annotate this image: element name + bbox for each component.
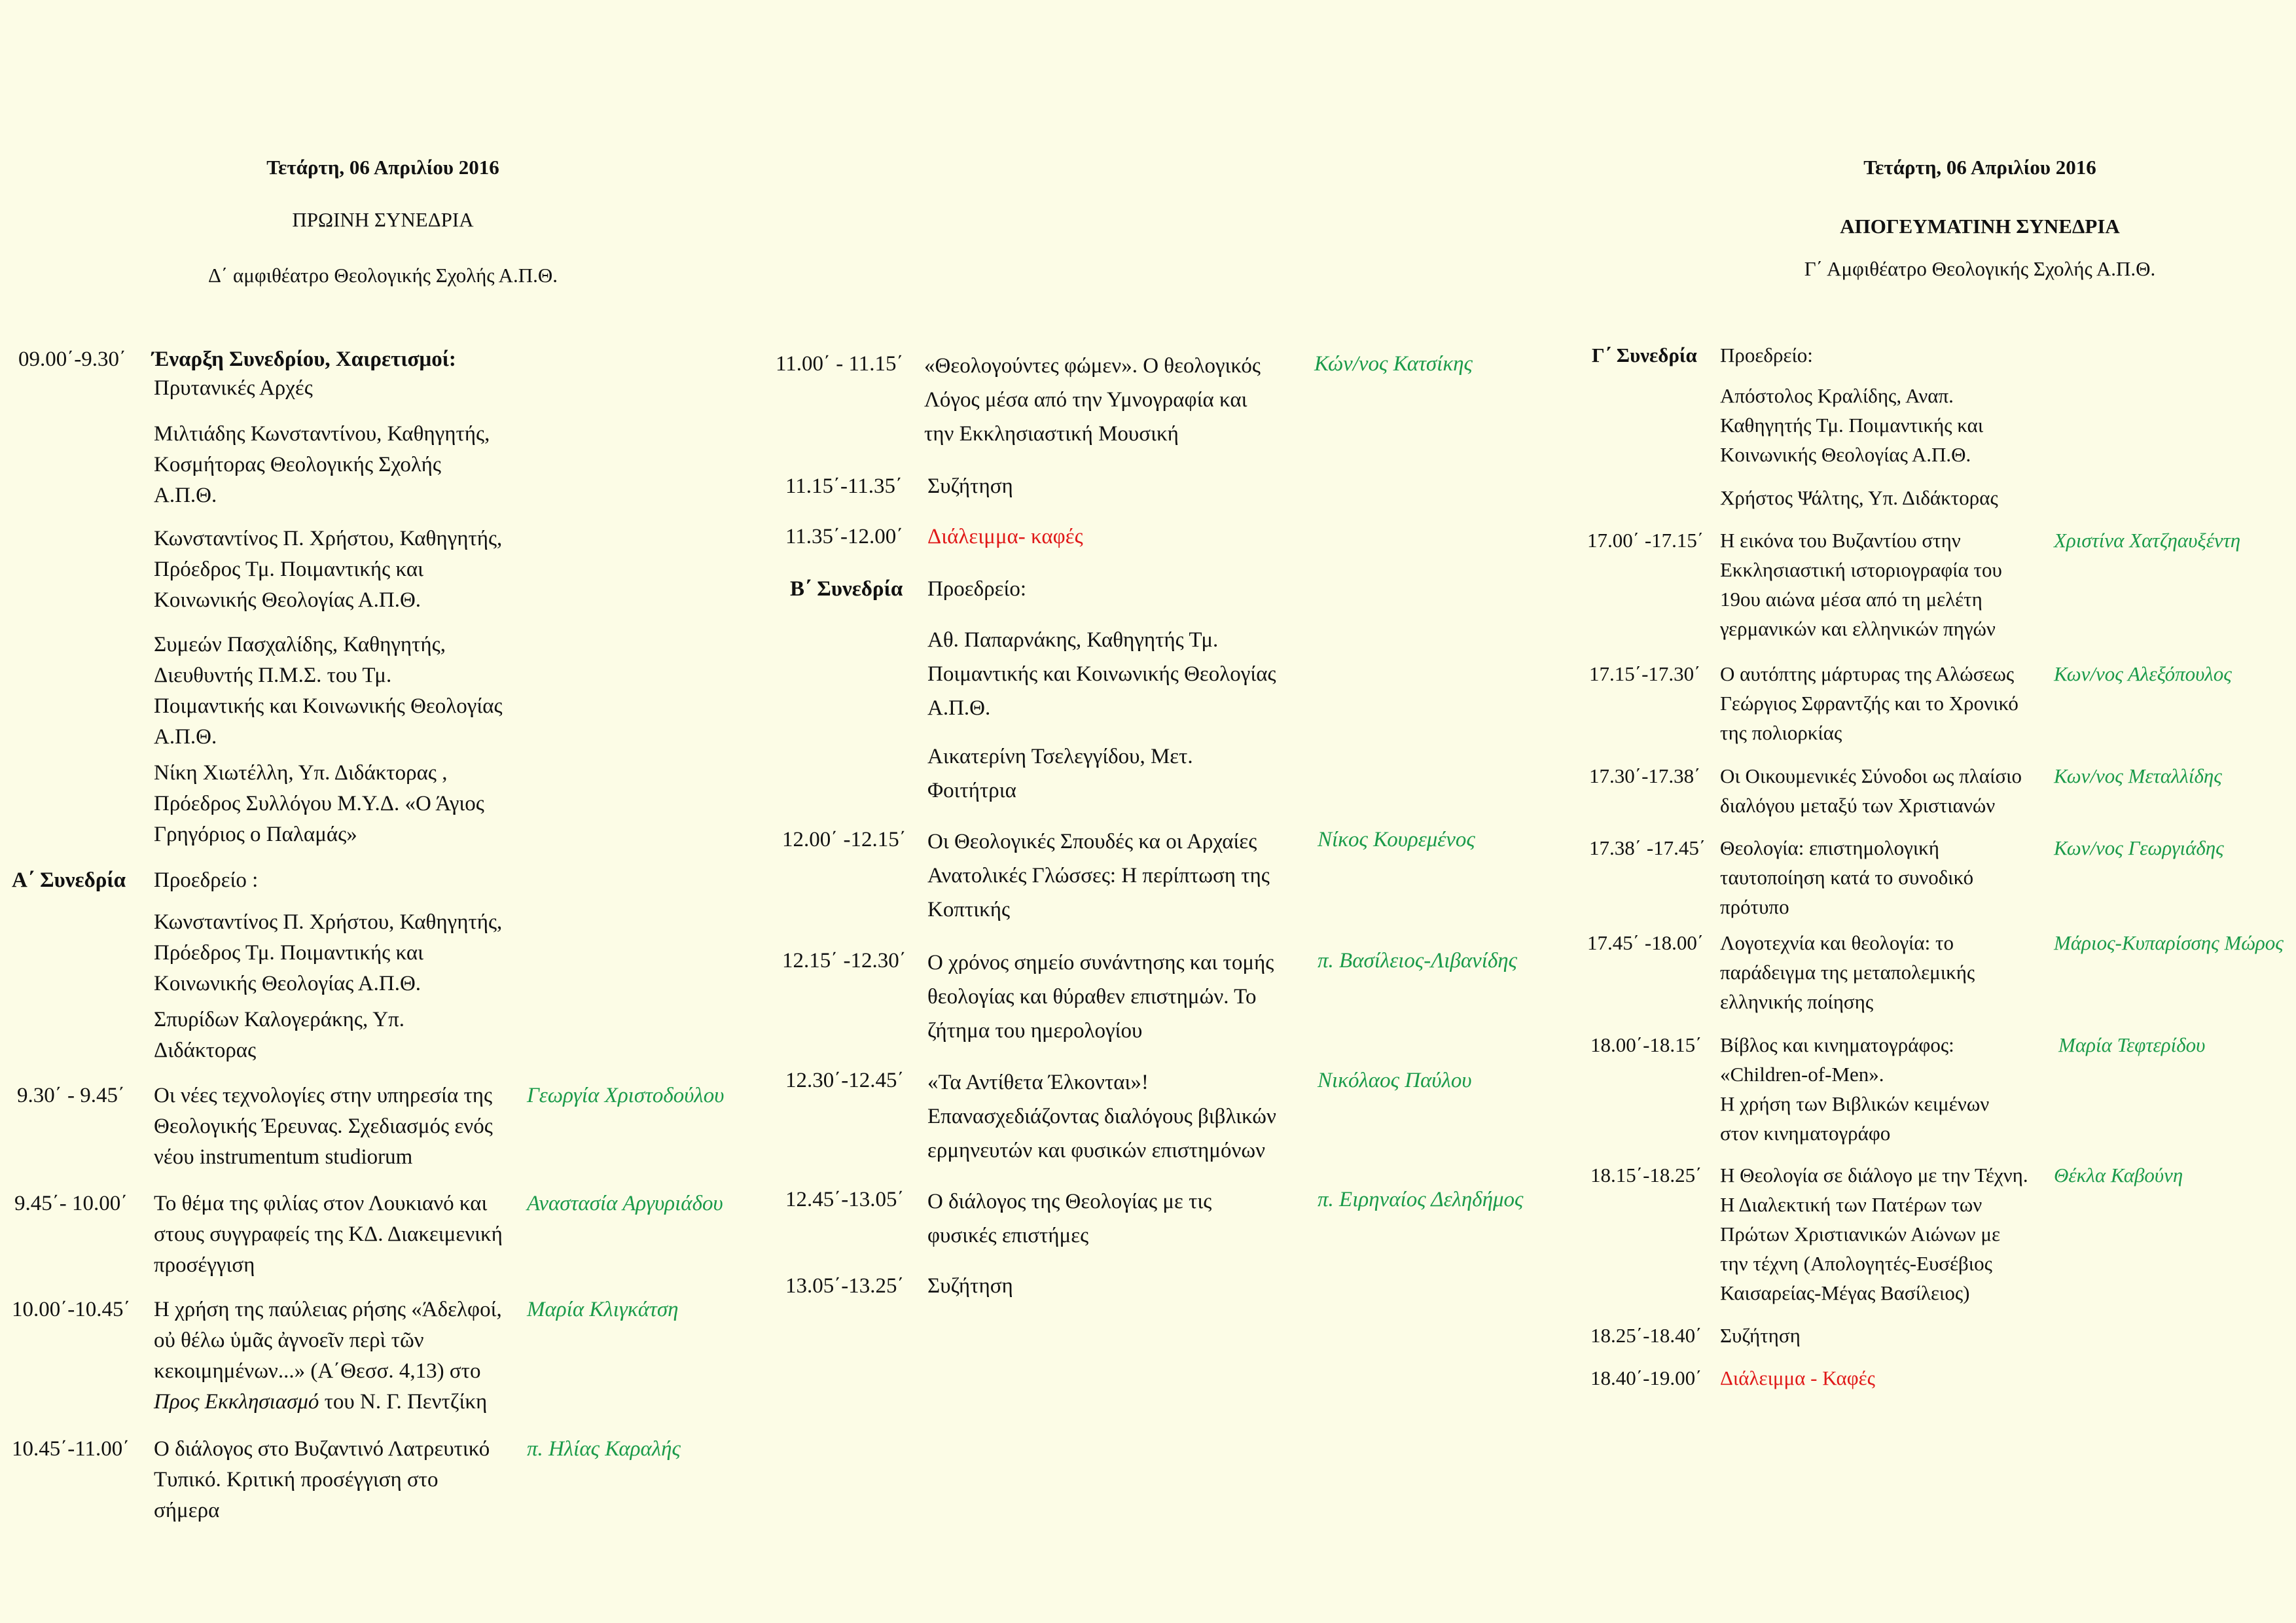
talk-time: 9.30΄ - 9.45΄	[17, 1084, 125, 1107]
left-session-title: ΠΡΩΙΝΗ ΣΥΝΕΔΡΙΑ	[292, 208, 474, 231]
talk-title-rest: του Ν. Γ. Πεντζίκη	[319, 1390, 488, 1414]
talk-speaker: Νίκος Κουρεμένος	[1318, 828, 1475, 851]
session-c-presidium: Προεδρείο:	[1720, 344, 1813, 366]
left-date: Τετάρτη, 06 Απριλίου 2016	[266, 156, 499, 179]
opening-person: Συμεών Πασχαλίδης, Καθηγητής, Διευθυντής Π.Μ.Σ. του Τμ. Ποιμαντικής και Κοινωνικής Θεολογίας Α.Π.Θ.	[154, 633, 503, 749]
talk-time: 11.00΄ - 11.15΄	[776, 352, 904, 376]
talk-title: Η χρήση της παύλειας ρήσης «Άδελφοί, οὐ θέλω ὑμᾶς ἀγνοεῖν περὶ τῶν κεκοιμημένων...» (Α΄Θεσσ. 4,13) στο Προς Εκκλησιασμό του Ν. Γ. Πεντζίκη	[154, 1298, 502, 1414]
session-b-member: Αθ. Παπαρνάκης, Καθηγητής Τμ. Ποιμαντικής και Κοινωνικής Θεολογίας Α.Π.Θ.	[927, 628, 1276, 720]
right-venue: Γ΄ Αμφιθέατρο Θεολογικής Σχολής Α.Π.Θ.	[1804, 257, 2156, 280]
talk-title: Το θέμα της φιλίας στον Λουκιανό και στους συγγραφείς της ΚΔ. Διακειμενική προσέγγιση	[154, 1192, 503, 1277]
session-c-label: Γ΄ Συνεδρία	[1592, 344, 1697, 366]
talk-title: Βίβλος και κινηματογράφος: «Children-of-Men». Η χρήση των Βιβλικών κειμένων στον κινηματογράφο	[1720, 1033, 1990, 1145]
session-b-member: Αικατερίνη Τσελεγγίδου, Μετ. Φοιτήτρια	[927, 745, 1193, 802]
discussion-label: Συζήτηση	[1720, 1324, 1801, 1347]
talk-speaker: Κων/νος Αλεξόπουλος	[2054, 662, 2232, 685]
talk-title: Ο διάλογος στο Βυζαντινό Λατρευτικό Τυπικό. Κριτική προσέγγιση στο σήμερα	[154, 1437, 490, 1522]
talk-speaker: π. Ειρηναίος Δεληδήμος	[1318, 1188, 1524, 1211]
talk-speaker: Κών/νος Κατσίκης	[1314, 352, 1473, 376]
talk-time: 10.00΄-10.45΄	[12, 1298, 131, 1321]
talk-time: 9.45΄- 10.00΄	[14, 1192, 128, 1215]
talk-time: 17.00΄ -17.15΄	[1587, 529, 1704, 552]
talk-title: Η εικόνα του Βυζαντίου στην Εκκλησιαστική ιστοριογραφία του 19ου αιώνα μέσα από τη μελέτη γερμανικών και ελληνικών πηγών	[1720, 529, 2002, 640]
discussion-label: Συζήτηση	[927, 1274, 1013, 1298]
talk-title: Οι νέες τεχνολογίες στην υπηρεσία της Θεολογικής Έρευνας. Σχεδιασμός ενός νέου instrumentum studiorum	[154, 1084, 493, 1169]
session-a-member: Κωνσταντίνος Π. Χρήστου, Καθηγητής, Πρόεδρος Τμ. Ποιμαντικής και Κοινωνικής Θεολογίας Α.Π.Θ.	[154, 910, 503, 995]
break-time: 18.40΄-19.00΄	[1590, 1366, 1702, 1389]
talk-title: Οι Οικουμενικές Σύνοδοι ως πλαίσιο διαλόγου μεταξύ των Χριστιανών	[1720, 764, 2022, 817]
break-time: 11.35΄-12.00΄	[785, 525, 904, 548]
talk-title: «Θεολογούντες φώμεν». Ο θεολογικός Λόγος μέσα από την Υμνογραφία και την Εκκλησιαστική Μουσική	[924, 354, 1261, 446]
talk-speaker: Κων/νος Γεωργιάδης	[2054, 836, 2224, 859]
talk-title: Ο χρόνος σημείο συνάντησης και τομής θεολογίας και θύραθεν επιστημών. Το ζήτημα του ημερολογίου	[927, 951, 1274, 1043]
opening-person: Νίκη Χιωτέλλη, Υπ. Διδάκτορας , Πρόεδρος Συλλόγου Μ.Υ.Δ. «Ο Άγιος Γρηγόριος ο Παλαμάς»	[154, 761, 484, 846]
talk-time: 17.45΄ -18.00΄	[1587, 931, 1704, 954]
talk-time: 10.45΄-11.00΄	[12, 1437, 130, 1461]
talk-title: Οι Θεολογικές Σπουδές κα οι Αρχαίες Ανατολικές Γλώσσες: Η περίπτωση της Κοπτικής	[927, 830, 1270, 921]
talk-time: 17.15΄-17.30΄	[1589, 662, 1701, 685]
talk-speaker: Αναστασία Αργυριάδου	[527, 1192, 723, 1215]
talk-time: 18.15΄-18.25΄	[1590, 1164, 1702, 1186]
talk-time: 12.00΄ -12.15΄	[782, 828, 906, 851]
right-date: Τετάρτη, 06 Απριλίου 2016	[1863, 156, 2096, 179]
talk-title: Λογοτεχνία και θεολογία: το παράδειγμα της μεταπολεμικής ελληνικής ποίησης	[1720, 931, 1975, 1013]
break-label: Διάλειμμα- καφές	[927, 525, 1083, 548]
talk-title: Η Θεολογία σε διάλογο με την Τέχνη. Η Διαλεκτική των Πατέρων των Πρώτων Χριστιανικών Αιώνων με την τέχνη (Απολογητές-Ευσέβιος Καισαρείας-Μέγας Βασίλειος)	[1720, 1164, 2028, 1304]
talk-speaker: Νικόλαος Παύλου	[1318, 1069, 1472, 1092]
opening-person: Κωνσταντίνος Π. Χρήστου, Καθηγητής, Πρόεδρος Τμ. Ποιμαντικής και Κοινωνικής Θεολογίας Α.Π.Θ.	[154, 527, 503, 612]
right-session-title: ΑΠΟΓΕΥΜΑΤΙΝΗ ΣΥΝΕΔΡΙΑ	[1840, 215, 2120, 238]
talk-title: Θεολογία: επιστημολογική ταυτοποίηση κατά το συνοδικό πρότυπο	[1720, 836, 1974, 918]
left-venue: Δ΄ αμφιθέατρο Θεολογικής Σχολής Α.Π.Θ.	[207, 264, 558, 287]
talk-time: 17.38΄ -17.45΄	[1589, 836, 1706, 859]
talk-title: «Τα Αντίθετα Έλκονται»! Επανασχεδιάζοντας διαλόγους βιβλικών ερμηνευτών και φυσικών επιστημόνων	[927, 1071, 1276, 1162]
opening-line: Πρυτανικές Αρχές	[154, 376, 313, 400]
talk-time: 18.00΄-18.15΄	[1590, 1033, 1702, 1056]
opening-person: Μιλτιάδης Κωνσταντίνου, Καθηγητής, Κοσμήτορας Θεολογικής Σχολής Α.Π.Θ.	[154, 422, 490, 507]
talk-speaker: Κων/νος Μεταλλίδης	[2054, 764, 2222, 787]
talk-speaker: Γεωργία Χριστοδούλου	[527, 1084, 725, 1107]
session-a-member: Σπυρίδων Καλογεράκης, Υπ. Διδάκτορας	[154, 1008, 404, 1062]
opening-time: 09.00΄-9.30΄	[18, 348, 126, 371]
discussion-time: 18.25΄-18.40΄	[1590, 1324, 1702, 1347]
talk-title: Ο διάλογος της Θεολογίας με τις φυσικές επιστήμες	[927, 1190, 1212, 1247]
talk-speaker: Χριστίνα Χατζηαυξέντη	[2054, 529, 2241, 552]
talk-speaker: π. Ηλίας Καραλής	[527, 1437, 681, 1461]
break-label: Διάλειμμα - Καφές	[1720, 1366, 1875, 1389]
talk-time: 12.30΄-12.45΄	[785, 1069, 905, 1092]
talk-time: 17.30΄-17.38΄	[1589, 764, 1701, 787]
talk-speaker: Μαρία Τεφτερίδου	[2058, 1033, 2206, 1056]
discussion-time: 11.15΄-11.35΄	[785, 474, 903, 498]
talk-title: Ο αυτόπτης μάρτυρας της Αλώσεως Γεώργιος Σφραντζής και το Χρονικό της πολιορκίας	[1720, 662, 2018, 744]
session-c-member: Απόστολος Κραλίδης, Αναπ. Καθηγητής Τμ. Ποιμαντικής και Κοινωνικής Θεολογίας Α.Π.Θ.	[1720, 384, 1984, 466]
session-a-presidium: Προεδρείο :	[154, 868, 259, 892]
session-b-presidium: Προεδρείο:	[927, 577, 1027, 601]
talk-speaker: Θέκλα Καβούνη	[2054, 1164, 2183, 1186]
talk-speaker: Μάριος-Κυπαρίσσης Μώρος	[2054, 931, 2284, 954]
session-b-label: Β΄ Συνεδρία	[790, 577, 903, 601]
session-a-label: Α΄ Συνεδρία	[12, 868, 126, 892]
talk-speaker: Μαρία Κλιγκάτση	[527, 1298, 679, 1321]
discussion-label: Συζήτηση	[927, 474, 1013, 498]
talk-title-italic: Προς Εκκλησιασμό	[154, 1390, 319, 1414]
talk-time: 12.15΄ -12.30΄	[782, 949, 906, 972]
opening-title: Έναρξη Συνεδρίου, Χαιρετισμοί:	[152, 348, 456, 371]
talk-speaker: π. Βασίλειος-Λιβανίδης	[1318, 949, 1518, 972]
session-c-member: Χρήστος Ψάλτης, Υπ. Διδάκτορας	[1720, 486, 1998, 509]
discussion-time: 13.05΄-13.25΄	[785, 1274, 905, 1298]
talk-time: 12.45΄-13.05΄	[785, 1188, 905, 1211]
